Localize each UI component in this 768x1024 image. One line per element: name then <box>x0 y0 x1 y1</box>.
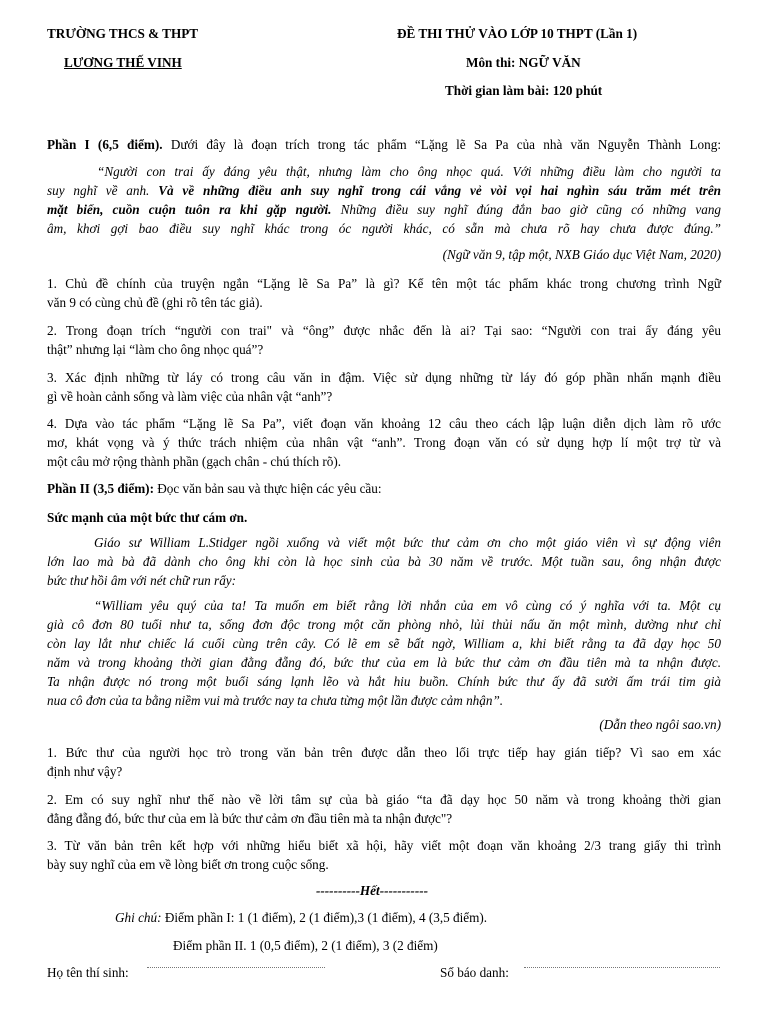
part2-source: (Dẫn theo ngôi sao.vn) <box>599 717 721 732</box>
candidate-id-label: Số báo danh: <box>440 965 509 980</box>
grading-note-part2: Điểm phần II. 1 (0,5 điểm), 2 (1 điểm), 3 (2 điểm) <box>173 938 438 953</box>
part1-question-1: 1. Chủ đề chính của truyện ngắn “Lặng lẽ Sa Pa” là gì? Kể tên một tác phẩm khác trong chương trình Ngữ <box>47 276 721 291</box>
grading-note-part1: Điểm phần I: 1 (1 điểm), 2 (1 điểm),3 (1 điểm), 4 (3,5 điểm). <box>164 910 488 925</box>
grading-note-label: Ghi chú: <box>115 910 162 925</box>
part2-heading: Phần II (3,5 điểm): <box>47 481 154 496</box>
part2-letter-line: Ta nhận được nó trong một buổi sáng lạnh lẽo và hắt hiu buồn. Chính bức thư ấy đã sưởi ấm trái tim già <box>47 674 721 689</box>
part1-question-3: 3. Xác định những từ láy có trong câu văn in đậm. Việc sử dụng những từ láy đó góp phần nhấn mạnh điều <box>47 370 721 385</box>
part1-quote-line: âm, khơi gợi bao điều suy nghĩ khác trong óc người khác, có sẵn mà chưa rõ hay chưa được đúng.” <box>47 221 721 236</box>
part2-question-2: 2. Em có suy nghĩ như thế nào về lời tâm sự của bà giáo “ta đã dạy học 50 năm và trong khoảng thời gian <box>47 792 721 807</box>
part2-text-title: Sức mạnh của một bức thư cám ơn. <box>47 510 248 525</box>
part2-narrative-line: lớn lao mà bà đã dành cho ông khi còn là học sinh của bà 30 năm về trước. Một tuần sau, ông nhận được <box>47 554 721 569</box>
part2-intro-text: Đọc văn bản sau và thực hiện các yêu cầu: <box>157 481 382 496</box>
part2-question-1: 1. Bức thư của người học trò trong văn bản trên được dẫn theo lối trực tiếp hay gián tiếp? Vì sao em xác <box>47 745 721 760</box>
part1-question-4-cont: mơ, khát vọng và ý thức trách nhiệm của nhân vật “anh”. Trong đoạn văn có sử dụng hợp lí một trợ từ và <box>47 435 721 450</box>
school-name-line1: TRƯỜNG THCS & THPT <box>47 26 199 41</box>
school-name-line2: LƯƠNG THẾ VINH <box>64 55 182 70</box>
grading-note <box>115 909 487 927</box>
part1-source: (Ngữ văn 9, tập một, NXB Giáo dục Việt Nam, 2020) <box>442 247 721 262</box>
part1-question-1-cont: văn 9 có cùng chủ đề (ghi rõ tên tác giả). <box>47 295 263 310</box>
part1-intro <box>47 136 721 154</box>
part1-heading: Phần I (6,5 điểm). <box>47 137 163 152</box>
part1-quote-bold: Và về những điều anh suy nghĩ trong cái vắng vẻ vòi vọi hai nghìn sáu trăm mét trên <box>158 183 722 198</box>
part2-question-2-cont: đằng đẵng đó, bức thư của em là bức thư cảm ơn đầu tiên mà ta nhận được"? <box>47 811 453 826</box>
candidate-name-label: Họ tên thí sinh: <box>47 965 129 980</box>
part1-question-4: 4. Dựa vào tác phẩm “Lặng lẽ Sa Pa”, viết đoạn văn khoảng 12 câu theo cách lập luận diễn dịch làm rõ ước <box>47 416 721 431</box>
part2-letter-line: già cô đơn 80 tuổi như ta, sống đơn độc trong một căn phòng nhỏ, lủi thủi nấu ăn một mình, dường như chỉ <box>47 617 721 632</box>
part1-quote-line: “Người con trai ấy đáng yêu thật, nhưng làm cho ông nhọc quá. Với những điều làm cho người ta <box>97 164 721 179</box>
part1-quote-text: Những điều suy nghĩ đúng đắn bao giờ cũng có những vang <box>340 202 722 217</box>
part1-question-2: 2. Trong đoạn trích “người con trai" và “ông” được nhắc đến là ai? Tại sao: “Người con trai ấy đáng yêu <box>47 323 721 338</box>
part1-quote-text: suy nghĩ về anh. <box>47 183 150 198</box>
candidate-id-field[interactable] <box>524 967 720 968</box>
part2-letter-line: còn lay lắt như chiếc lá cuối cùng trên cây. Có lẽ em sẽ bất ngờ, William a, khi biết rằng ta đã dạy học 50 <box>47 636 721 651</box>
exam-subject: Môn thi: NGỮ VĂN <box>466 55 581 70</box>
part1-intro-text: Dưới đây là đoạn trích trong tác phẩm “Lặng lẽ Sa Pa của nhà văn Nguyễn Thành Long: <box>170 137 722 152</box>
part2-intro <box>47 480 382 498</box>
part2-letter-line: “William yêu quý của ta! Ta muốn em biết rằng lời nhắn của em vô cùng có ý nghĩa với ta. Một cụ <box>94 598 721 613</box>
part1-question-4-cont: một câu mở rộng thành phần (gạch chân - chú thích rõ). <box>47 454 342 469</box>
part2-question-1-cont: định như vậy? <box>47 764 123 779</box>
end-mark: ----------Hết----------- <box>316 883 428 898</box>
part2-letter-line: nua cô đơn của ta bằng niềm vui mà trước nay ta chưa từng một lần được cảm nhận”. <box>47 693 504 708</box>
part1-question-2-cont: thật” nhưng lại “làm cho ông nhọc quá”? <box>47 342 264 357</box>
part1-question-3-cont: gì về hoàn cảnh sống và làm việc của nhân vật “anh”? <box>47 389 333 404</box>
part2-question-3-cont: bày suy nghĩ của em về lòng biết ơn trong cuộc sống. <box>47 857 329 872</box>
part1-quote-bold: mặt biển, cuồn cuộn tuôn ra khi gặp người. <box>47 202 332 217</box>
part2-narrative-line: Giáo sư William L.Stidger ngồi xuống và viết một bức thư cảm ơn cho một giáo viên vì sự động viên <box>94 535 721 550</box>
exam-title: ĐỀ THI THỬ VÀO LỚP 10 THPT (Lần 1) <box>397 26 638 41</box>
part2-letter-line: năm và trong khoảng thời gian đằng đẵng đó, bức thư của em là bức thư cảm ơn đầu tiên mà ta nhận được. <box>47 655 721 670</box>
part1-quote-line <box>47 201 721 219</box>
exam-duration: Thời gian làm bài: 120 phút <box>445 83 603 98</box>
candidate-name-field[interactable] <box>147 967 325 968</box>
part2-narrative-line: bức thư hồi âm với nét chữ run rẩy: <box>47 573 237 588</box>
part1-quote-line <box>47 182 721 200</box>
part2-question-3: 3. Từ văn bản trên kết hợp với những hiểu biết xã hội, hãy viết một đoạn văn khoảng 2/3 trang giấy thi trình <box>47 838 721 853</box>
